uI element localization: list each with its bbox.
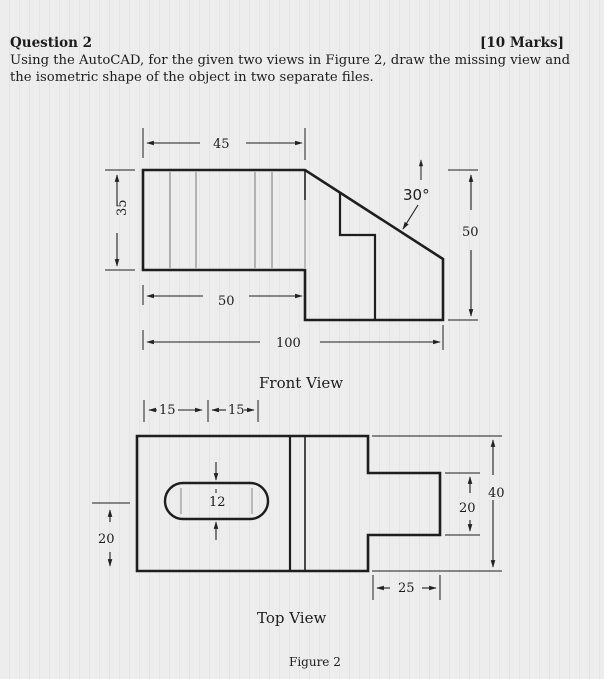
dim-angle-label: 30° <box>403 186 430 204</box>
dim-20-left-label: 20 <box>98 532 115 547</box>
dim-12-label: 12 <box>209 495 226 510</box>
top-view-outline <box>137 436 440 571</box>
front-view-caption: Front View <box>259 374 344 392</box>
dim-45-label: 45 <box>213 137 230 152</box>
dim-20-notch-label: 20 <box>459 501 476 516</box>
top-view <box>92 400 502 600</box>
top-view-caption: Top View <box>257 609 327 627</box>
dim-40-label: 40 <box>488 486 505 501</box>
dim-15a-label: 15 <box>159 403 176 418</box>
dim-lower-50-label: 50 <box>218 294 235 309</box>
dim-15b-label: 15 <box>228 403 245 418</box>
dim-35-label: 35 <box>115 199 130 216</box>
front-view <box>105 128 478 350</box>
dim-25-label: 25 <box>398 581 415 596</box>
question-title: Question 2 <box>10 35 93 51</box>
dim-100-label: 100 <box>276 336 301 351</box>
marks-label: [10 Marks] <box>479 35 564 51</box>
front-view-outline <box>143 170 443 320</box>
question-instructions: Using the AutoCAD, for the given two views in Figure 2, draw the missing view and the isometric shape of the object in two separate files. <box>10 53 571 85</box>
figure-caption: Figure 2 <box>289 655 341 669</box>
dim-right-50-label: 50 <box>462 225 479 240</box>
